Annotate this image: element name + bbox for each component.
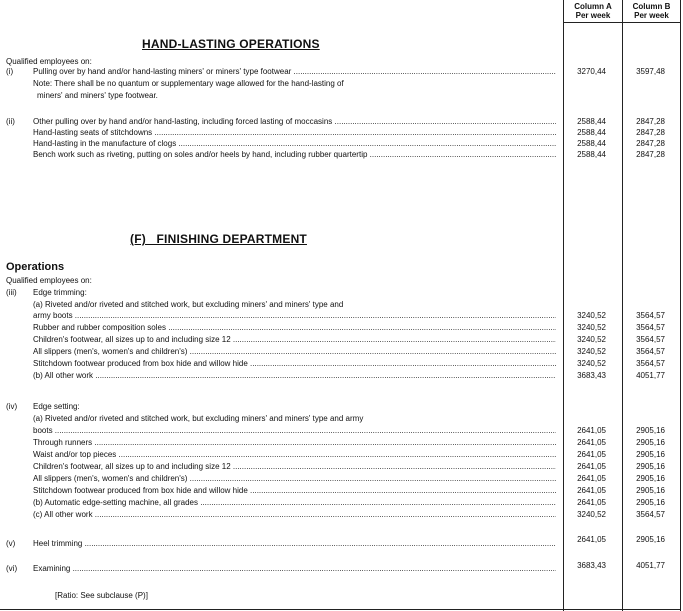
item-vi-text: Examining .....	[33, 564, 556, 574]
item-iii-row-col-a: 3240,52	[577, 311, 606, 320]
item-iv-row: (b) Automatic edge-setting machine, all grades .....	[33, 498, 556, 508]
item-iv-row-col-b: 2905,16	[636, 450, 665, 459]
item-i-note-line2: miners' and miners' type footwear.	[37, 91, 158, 100]
item-iv-row-col-a: 2641,05	[577, 462, 606, 471]
item-iv-row-col-b: 2905,16	[636, 486, 665, 495]
item-iv-row: All slippers (men's, women's and children's) .....	[33, 474, 556, 484]
item-iv-subheading: (a) Riveted and/or riveted and stitched work, but excluding miners' and miners' type and army	[33, 414, 364, 423]
item-iv-row-col-b: 2905,16	[636, 426, 665, 435]
item-iii-row: Stitchdown footwear produced from box hide and willow hide .....	[33, 359, 556, 369]
item-iii-row-col-a: 3240,52	[577, 323, 606, 332]
item-iii-row-col-b: 3564,57	[636, 359, 665, 368]
column-b-header-line1: Column B	[632, 2, 671, 11]
ratio-note: [Ratio: See subclause (P)]	[55, 591, 148, 600]
item-iii-row: (b) All other work .....	[33, 371, 556, 381]
item-iii-row-col-b: 3564,57	[636, 347, 665, 356]
item-iv-row-col-a: 2641,05	[577, 474, 606, 483]
finishing-department-title: (F) FINISHING DEPARTMENT	[130, 232, 307, 246]
item-iv-row-col-b: 2905,16	[636, 474, 665, 483]
item-iv-row-col-a: 2641,05	[577, 498, 606, 507]
item-vi-col-b: 4051,77	[636, 561, 665, 570]
item-i-number: (i)	[6, 67, 14, 76]
item-iv-row-col-b: 2905,16	[636, 438, 665, 447]
item-iii-row-col-a: 3240,52	[577, 335, 606, 344]
item-iv-row-col-b: 3564,57	[636, 510, 665, 519]
item-iii-row: Rubber and rubber composition soles .....	[33, 323, 556, 333]
item-iii-row: All slippers (men's, women's and children's) .....	[33, 347, 556, 357]
finishing-intro: Qualified employees on:	[6, 276, 92, 285]
item-iv-heading: Edge setting:	[33, 402, 80, 411]
item-vi-col-a: 3683,43	[577, 561, 606, 570]
item-iv-row: Stitchdown footwear produced from box hide and willow hide .....	[33, 486, 556, 496]
item-iv-row: Waist and/or top pieces .....	[33, 450, 556, 460]
item-iii-row-col-b: 4051,77	[636, 371, 665, 380]
item-iv-row-col-a: 2641,05	[577, 438, 606, 447]
item-ii-row-col-a: 2588,44	[577, 150, 606, 159]
item-iii-row: Children's footwear, all sizes up to and including size 12 .....	[33, 335, 556, 345]
item-v-number: (v)	[6, 539, 16, 548]
item-i-col-a: 3270,44	[577, 67, 606, 76]
item-i-note-line1: Note: There shall be no quantum or supplementary wage allowed for the hand-lasting of	[33, 79, 344, 88]
operations-heading: Operations	[6, 261, 65, 273]
column-a-header-line2: Per week	[575, 11, 611, 20]
item-i-text: Pulling over by hand and/or hand-lasting miners' or miners' type footwear .....	[33, 67, 556, 77]
item-iii-number: (iii)	[6, 288, 17, 297]
column-a-header	[564, 2, 622, 20]
item-iii-row-col-b: 3564,57	[636, 323, 665, 332]
item-iv-row: boots .....	[33, 426, 556, 436]
item-iii-row-col-b: 3564,57	[636, 335, 665, 344]
column-divider	[622, 0, 623, 611]
item-ii-row-col-a: 2588,44	[577, 117, 606, 126]
item-ii-number: (ii)	[6, 117, 15, 126]
item-iv-row: Children's footwear, all sizes up to and including size 12 .....	[33, 462, 556, 472]
item-iii-row-col-b: 3564,57	[636, 311, 665, 320]
item-ii-row: Bench work such as riveting, putting on soles and/or heels by hand, including rubber quartertip .....	[33, 150, 556, 160]
item-iii-subheading: (a) Riveted and/or riveted and stitched work, but excluding miners' and miners' type and	[33, 300, 344, 309]
header-underline	[563, 22, 681, 23]
item-ii-row: Hand-lasting in the manufacture of clogs .....	[33, 139, 556, 149]
item-iv-row: Through runners .....	[33, 438, 556, 448]
column-b-header-line2: Per week	[634, 11, 669, 20]
item-iv-number: (iv)	[6, 402, 18, 411]
column-b-header	[623, 2, 680, 20]
item-iii-row: army boots .....	[33, 311, 556, 321]
item-ii-row: Hand-lasting seats of stitchdowns .....	[33, 128, 556, 138]
item-iii-row-col-a: 3240,52	[577, 347, 606, 356]
item-ii-row-col-a: 2588,44	[577, 128, 606, 137]
item-iv-row-col-a: 2641,05	[577, 450, 606, 459]
hand-lasting-title: HAND-LASTING OPERATIONS	[142, 37, 320, 51]
item-v-text: Heel trimming .....	[33, 539, 556, 549]
bottom-border	[0, 609, 681, 610]
item-ii-row-col-a: 2588,44	[577, 139, 606, 148]
item-iv-row-col-a: 2641,05	[577, 486, 606, 495]
item-v-col-b: 2905,16	[636, 535, 665, 544]
right-border-main	[563, 0, 564, 611]
item-iv-row: (c) All other work .....	[33, 510, 556, 520]
item-ii-row-col-b: 2847,28	[636, 117, 665, 126]
item-ii-row: Other pulling over by hand and/or hand-lasting, including forced lasting of moccasins .....	[33, 117, 556, 127]
item-i-col-b: 3597,48	[636, 67, 665, 76]
hand-lasting-intro: Qualified employees on:	[6, 57, 92, 66]
item-vi-number: (vi)	[6, 564, 18, 573]
item-iii-heading: Edge trimming:	[33, 288, 87, 297]
item-iv-row-col-b: 2905,16	[636, 462, 665, 471]
item-ii-row-col-b: 2847,28	[636, 150, 665, 159]
column-a-header-line1: Column A	[574, 2, 612, 11]
item-iv-row-col-b: 2905,16	[636, 498, 665, 507]
right-border	[680, 0, 681, 611]
item-v-col-a: 2641,05	[577, 535, 606, 544]
item-ii-row-col-b: 2847,28	[636, 128, 665, 137]
item-iv-row-col-a: 2641,05	[577, 426, 606, 435]
item-ii-row-col-b: 2847,28	[636, 139, 665, 148]
item-iv-row-col-a: 3240,52	[577, 510, 606, 519]
item-iii-row-col-a: 3240,52	[577, 359, 606, 368]
item-iii-row-col-a: 3683,43	[577, 371, 606, 380]
